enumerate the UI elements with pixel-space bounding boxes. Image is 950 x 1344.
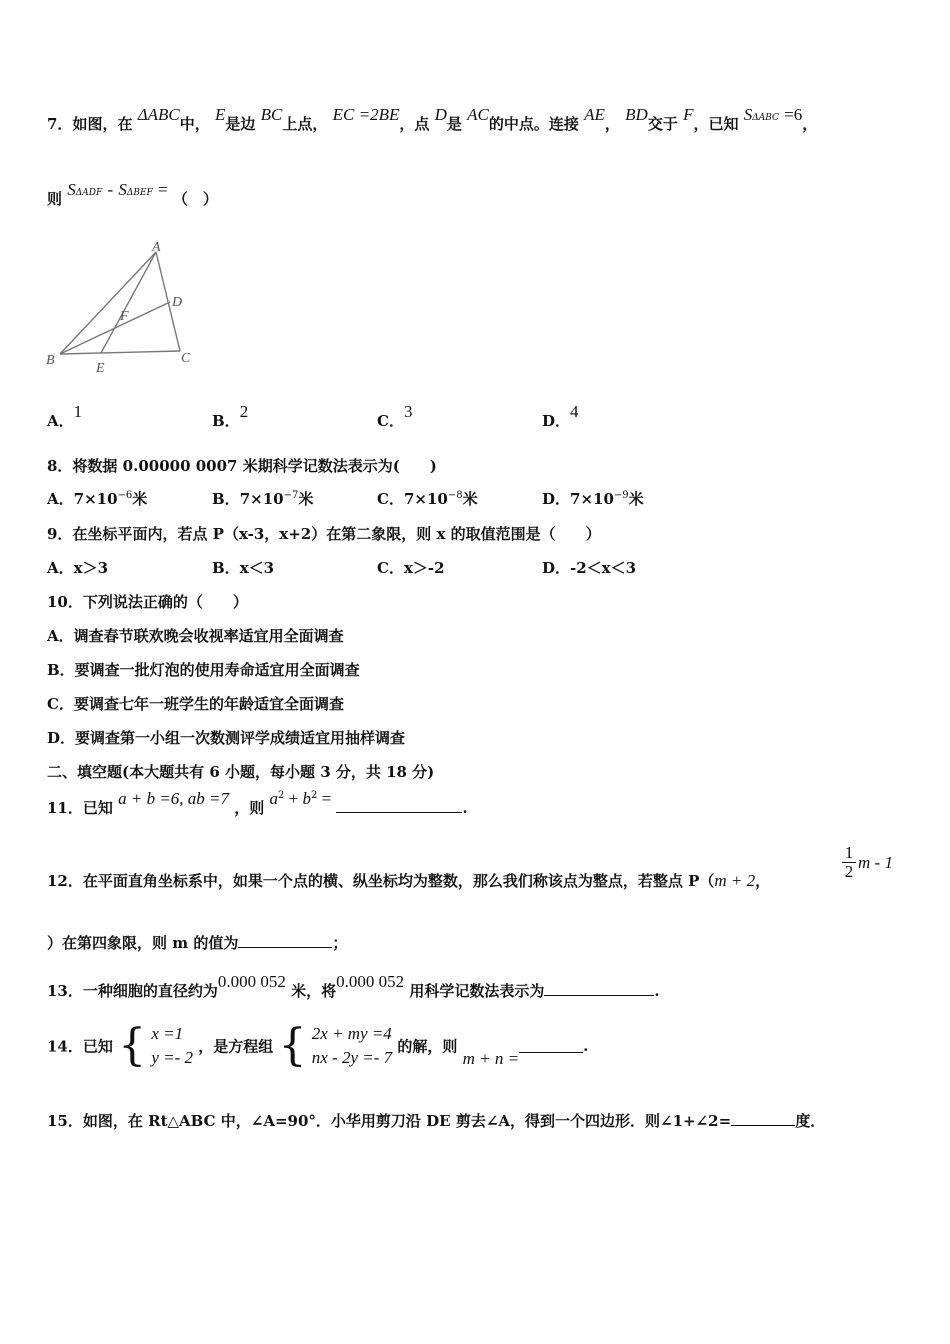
q8-option-a[interactable]: A．$7\times 10^{-6}$米: [47, 490, 148, 508]
q8-option-d[interactable]: D．$7\times 10^{-9}$米: [542, 490, 644, 508]
q12-line1: 12．在平面直角坐标系中，如果一个点的横、纵坐标均为整数，那么我们称该点为整点，若整点 P（m + 2，: [47, 871, 771, 890]
side-bc: [60, 351, 180, 354]
q7-option-b[interactable]: B．2: [212, 402, 249, 430]
q14: 14．已知 { x =1 y =- 2 ，是方程组 { 2x + my =4 nx - 2y =- 7 的解，则 m + n =.: [47, 1020, 589, 1071]
q9-option-d[interactable]: D．-2＜x＜3: [542, 559, 637, 577]
q8-option-b[interactable]: B．$7\times 10^{-7}$米: [212, 490, 314, 508]
label-e: E: [96, 361, 105, 376]
answer-blank[interactable]: [731, 1113, 795, 1126]
q15: 15．如图，在 Rt△ABC 中，∠A=90°．小华用剪刀沿 DE 剪去∠A，得到一个四边形．则∠1+∠2= 度．: [47, 1112, 826, 1130]
label-f: F: [120, 309, 129, 324]
label-d: D: [172, 295, 183, 310]
math-area-difference: SΔADF - SΔBEF =: [67, 180, 168, 199]
q7-option-a[interactable]: A．1: [47, 402, 83, 430]
q7-stem-line2: 则 SΔADF - SΔBEF = （ ）: [47, 180, 218, 208]
answer-blank[interactable]: [336, 800, 462, 813]
math-sum-of-squares: $a^2 + b^2$ =: [269, 789, 332, 808]
q10-option-d[interactable]: D．要调查第一小组一次数测评学成绩适宜用抽样调查: [47, 729, 406, 747]
q9-option-b[interactable]: B．x＜3: [212, 559, 275, 577]
q10-option-c[interactable]: C．要调查七年一班学生的年龄适宜全面调查: [47, 695, 344, 713]
q7-option-d[interactable]: D．4: [542, 402, 579, 430]
q8-stem: 8．将数据 0.00000 0007 米期科学记数法表示为( ): [47, 457, 437, 475]
answer-blank[interactable]: [544, 983, 654, 996]
q12-tail: m - 1: [858, 853, 893, 872]
label-c: C: [181, 351, 191, 366]
section-2-heading: 二、填空题(本大题共有 6 小题，每小题 3 分，共 18 分): [47, 763, 435, 781]
answer-blank[interactable]: [519, 1040, 583, 1053]
solution-system: x =1 y =- 2: [151, 1024, 194, 1067]
q7-stem-line1: 7．如图，在 ΔABC中， E是边 BC上点， EC =2BE，点 D是 AC的中点。连接 AE， BD交于 F，已知 SΔABC =6，: [47, 105, 818, 133]
q13: 13．一种细胞的直径约为0.000 052 米，将0.000 052 用科学记数法表示为 .: [47, 972, 660, 1000]
q9-option-a[interactable]: A．x＞3: [47, 559, 109, 577]
fraction-one-half: 1 2: [842, 845, 856, 880]
segment-bd: [60, 302, 170, 354]
q8-option-c[interactable]: C．$7\times 10^{-8}$米: [377, 490, 478, 508]
q12-line2: ）在第四象限，则 m 的值为 ；: [47, 934, 348, 952]
math-ec-eq: EC =2BE: [332, 105, 400, 124]
equation-system: 2x + my =4 nx - 2y =- 7: [311, 1024, 393, 1067]
answer-blank[interactable]: [238, 935, 332, 948]
math-s-abc: SΔABC =6: [743, 105, 803, 124]
q10-option-a[interactable]: A．调查春节联欢晚会收视率适宜用全面调查: [47, 627, 344, 645]
math-condition: a + b =6, ab =7: [118, 789, 230, 808]
q7-option-c[interactable]: C．3: [377, 402, 413, 430]
triangle-figure: [40, 238, 200, 378]
q11: 11．已知 a + b =6, ab =7 ，则 $a^2 + b^2$ = .: [47, 789, 468, 817]
q9-stem: 9．在坐标平面内，若点 P（x-3，x+2）在第二象限，则 x 的取值范围是（ ）: [47, 525, 601, 543]
label-b: B: [46, 353, 55, 368]
q9-option-c[interactable]: C．x＞-2: [377, 559, 445, 577]
math-triangle-abc: ΔABC: [137, 105, 180, 124]
label-a: A: [152, 240, 161, 255]
q10-stem: 10．下列说法正确的（ ）: [47, 593, 248, 611]
q10-option-b[interactable]: B．要调查一批灯泡的使用寿命适宜用全面调查: [47, 661, 360, 679]
